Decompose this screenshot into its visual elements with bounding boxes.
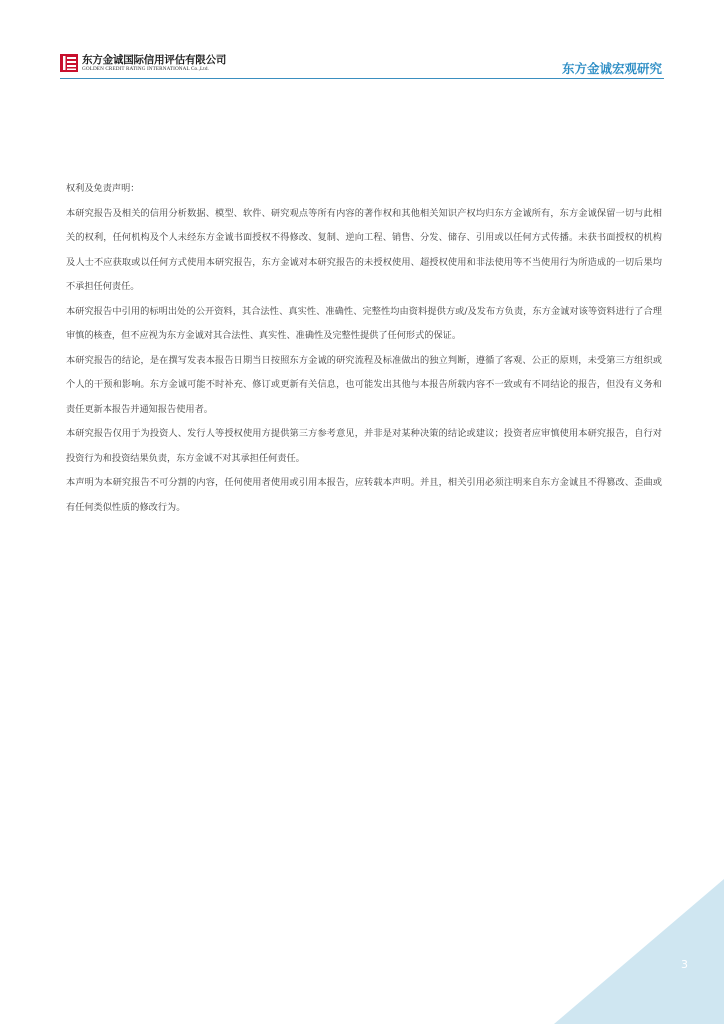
company-logo — [60, 52, 226, 74]
logo-text — [82, 54, 226, 73]
header-title: 东方金诚宏观研究 — [561, 61, 662, 76]
page-header — [60, 50, 664, 78]
disclaimer-section — [66, 177, 662, 520]
header-divider — [60, 78, 664, 79]
logo-company-name-cn: 东方金诚国际信用评估有限公司 — [82, 53, 227, 66]
disclaimer-heading: 权利及免责声明： — [66, 183, 140, 194]
page-number: 3 — [681, 958, 688, 971]
disclaimer-paragraph-conclusions: 本研究报告的结论，是在撰写发表本报告日期当日按照东方金诚的研究流程及标准做出的独立判断，遵循了客观、公正的原则，未受第三方组织或个人的干预和影响。东方金诚可能不时补充、修订或更新有关信息，也可能发出其他与本报告所载内容不一致或有不同结论的报告，但没有义务和责任更新本报告并通知报告使用者。 — [66, 354, 662, 415]
company-logo-icon — [60, 54, 78, 72]
corner-decoration — [554, 879, 724, 1024]
disclaimer-paragraph-statement: 本声明为本研究报告不可分割的内容，任何使用者使用或引用本报告，应转载本声明。并且，相关引用必须注明来自东方金诚且不得篡改、歪曲或有任何类似性质的修改行为。 — [66, 477, 662, 513]
logo-company-name-en: GOLDEN CREDIT RATING INTERNATIONAL Co.,Ltd. — [82, 65, 209, 72]
disclaimer-paragraph-usage: 本研究报告仅用于为投资人、发行人等授权使用方提供第三方参考意见，并非是对某种决策的结论或建议；投资者应审慎使用本研究报告，自行对投资行为和投资结果负责，东方金诚不对其承担任何责任。 — [66, 428, 662, 464]
disclaimer-paragraph-sources: 本研究报告中引用的标明出处的公开资料，其合法性、真实性、准确性、完整性均由资料提供方或/及发布方负责，东方金诚对该等资料进行了合理审慎的核查，但不应视为东方金诚对其合法性、真实性、准确性及完整性提供了任何形式的保证。 — [66, 305, 662, 341]
disclaimer-paragraph-copyright: 本研究报告及相关的信用分析数据、模型、软件、研究观点等所有内容的著作权和其他相关知识产权均归东方金诚所有，东方金诚保留一切与此相关的权利，任何机构及个人未经东方金诚书面授权不得修改、复制、逆向工程、销售、分发、储存、引用或以任何方式传播。未获书面授权的机构及人士不应获取或以任何方式使用本研究报告，东方金诚对本研究报告的未授权使用、超授权使用和非法使用等不当使用行为所造成的一切后果均不承担任何责任。 — [66, 207, 662, 292]
